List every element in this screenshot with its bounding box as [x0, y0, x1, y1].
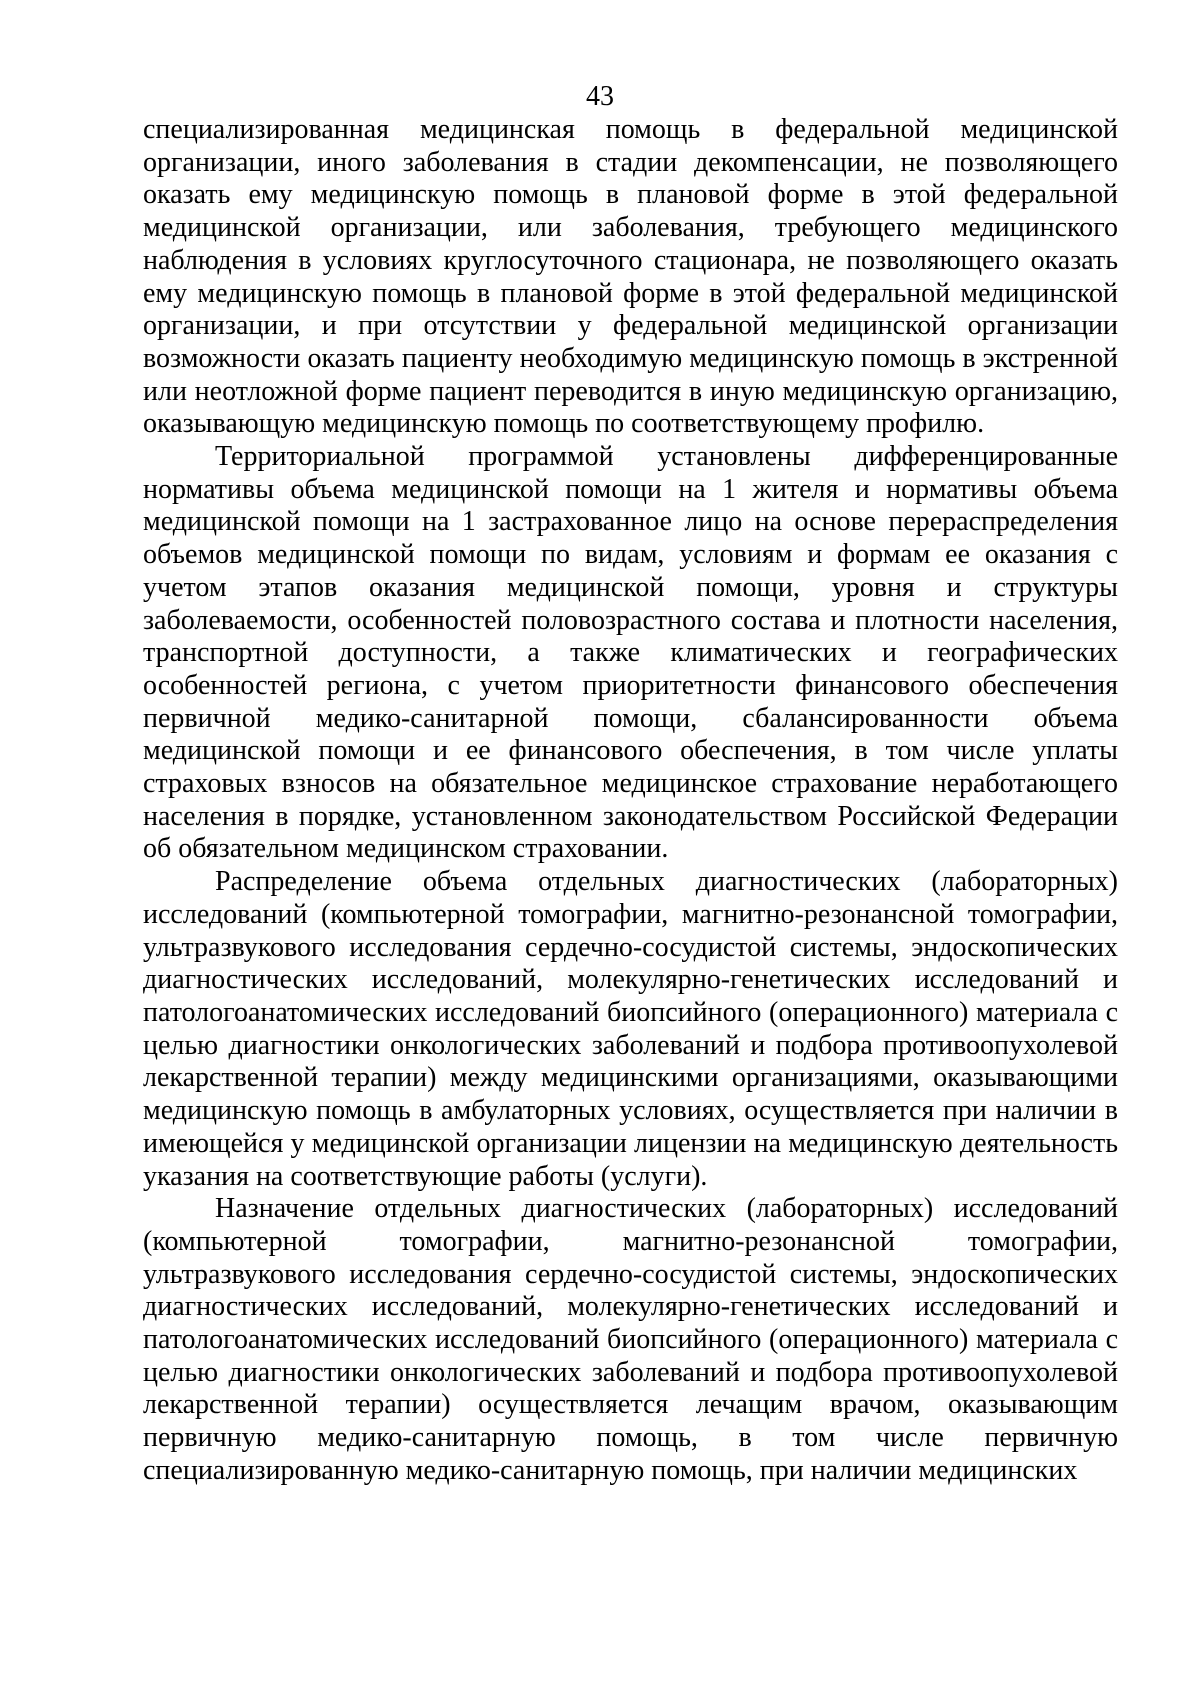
paragraph-continuation: специализированная медицинская помощь в федеральной медицинской организации, иного заболевания в стадии декомпенсации, не позволяющего оказать ему медицинскую помощь в плановой форме в этой федеральной медицинской организации, или заболевания, требующего медицинского наблюдения в условиях круглосуточного стационара, не позволяющего оказать ему медицинскую помощь в плановой форме в этой федеральной медицинской организации, и при отсутствии у федеральной медицинской организации возможности оказать пациенту необходимую медицинскую помощь в экстренной или неотложной форме пациент переводится в иную медицинскую организацию, оказывающую медицинскую помощь по соответствующему профилю.	[143, 114, 1118, 440]
page-number: 43	[586, 81, 614, 112]
paragraph-prescription-of-studies: Назначение отдельных диагностических (лабораторных) исследований (компьютерной томографии, магнитно-резонансной томографии, ультразвукового исследования сердечно-сосудистой системы, эндоскопических диагностических исследований, молекулярно-генетических исследований и патологоанатомических исследований биопсийного (операционного) материала с целью диагностики онкологических заболеваний и подбора противоопухолевой лекарственной терапии) осуществляется лечащим врачом, оказывающим первичную медико-санитарную помощь, в том числе первичную специализированную медико-санитарную помощь, при наличии медицинских	[143, 1193, 1118, 1486]
document-body	[143, 114, 1118, 1488]
paragraph-distribution-of-volume: Распределение объема отдельных диагностических (лабораторных) исследований (компьютерной томографии, магнитно-резонансной томографии, ультразвукового исследования сердечно-сосудистой системы, эндоскопических диагностических исследований, молекулярно-генетических исследований и патологоанатомических исследований биопсийного (операционного) материала с целью диагностики онкологических заболеваний и подбора противоопухолевой лекарственной терапии) между медицинскими организациями, оказывающими медицинскую помощь в амбулаторных условиях, осуществляется при наличии в имеющейся у медицинской организации лицензии на медицинскую деятельность указания на соответствующие работы (услуги).	[143, 866, 1118, 1192]
paragraph-territorial-program: Территориальной программой установлены дифференцированные нормативы объема медицинской помощи на 1 жителя и нормативы объема медицинской помощи на 1 застрахованное лицо на основе перераспределения объемов медицинской помощи по видам, условиям и формам ее оказания с учетом этапов оказания медицинской помощи, уровня и структуры заболеваемости, особенностей половозрастного состава и плотности населения, транспортной доступности, а также климатических и географических особенностей региона, с учетом приоритетности финансового обеспечения первичной медико-санитарной помощи, сбалансированности объема медицинской помощи и ее финансового обеспечения, в том числе уплаты страховых взносов на обязательное медицинское страхование неработающего населения в порядке, установленном законодательством Российской Федерации об обязательном медицинском страховании.	[143, 441, 1118, 865]
